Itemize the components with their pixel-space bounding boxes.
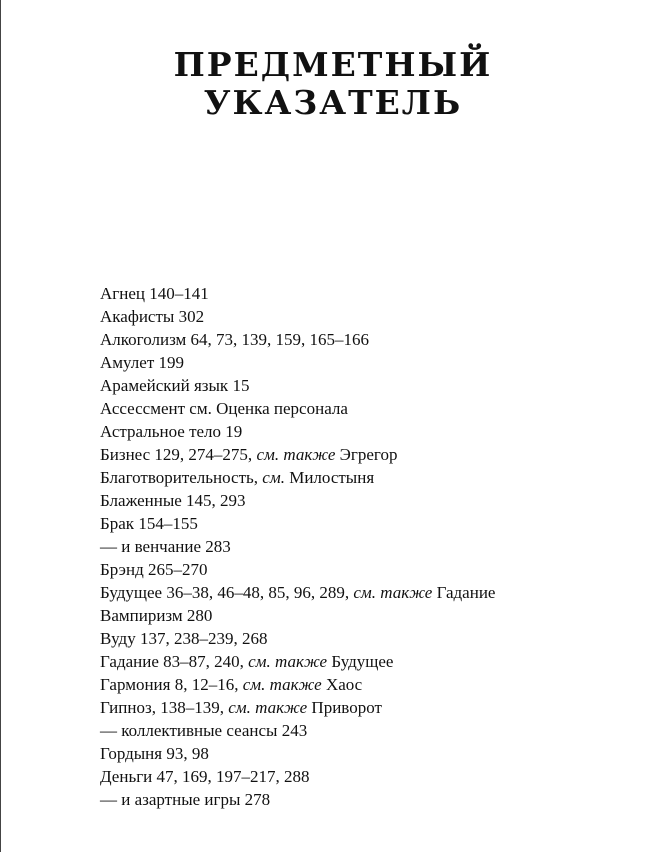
entry-text: Деньги 47, 169, 197–217, 288 — [100, 767, 310, 786]
page-title — [0, 46, 666, 122]
index-entry — [100, 489, 495, 512]
index-entry — [100, 604, 495, 627]
page-edge — [0, 0, 1, 852]
title-line-1: ПРЕДМЕТНЫЙ — [173, 45, 493, 85]
entry-text: Амулет 199 — [100, 353, 184, 372]
entry-text: Гордыня 93, 98 — [100, 744, 209, 763]
see-also-marker: см. также — [242, 675, 322, 694]
index-entry — [100, 466, 495, 489]
entry-text: Вуду 137, 238–239, 268 — [100, 629, 268, 648]
entry-text: Бизнес 129, 274–275, — [100, 445, 253, 464]
see-also-marker: см. также — [228, 698, 308, 717]
see-also-marker: см. также — [248, 652, 328, 671]
entry-text: Арамейский язык 15 — [100, 376, 250, 395]
entry-text: Алкоголизм 64, 73, 139, 159, 165–166 — [100, 330, 370, 349]
entry-text: Гармония 8, 12–16, — [100, 675, 239, 694]
cross-reference: Милостыня — [289, 468, 375, 487]
index-entry — [100, 328, 495, 351]
index-entry — [100, 558, 495, 581]
index-entry — [100, 627, 495, 650]
index-entry — [100, 443, 495, 466]
entry-text: Брэнд 265–270 — [100, 560, 208, 579]
entry-text: Брак 154–155 — [100, 514, 198, 533]
entry-text: Вампиризм 280 — [100, 606, 213, 625]
index-entry — [100, 650, 495, 673]
index-entry — [100, 420, 495, 443]
entry-text: — и азартные игры 278 — [100, 790, 271, 809]
entry-text: Астральное тело 19 — [100, 422, 243, 441]
index-entry — [100, 788, 495, 811]
entry-text: Агнец 140–141 — [100, 284, 209, 303]
index-entry — [100, 512, 495, 535]
see-also-marker: см. также — [256, 445, 336, 464]
entry-text: Будущее 36–38, 46–48, 85, 96, 289, — [100, 583, 350, 602]
entry-text: Гадание 83–87, 240, — [100, 652, 244, 671]
entry-text: Благотворительность, — [100, 468, 259, 487]
entry-text: Ассессмент см. Оценка персонала — [100, 399, 348, 418]
index-entry — [100, 535, 495, 558]
index-entry — [100, 305, 495, 328]
title-line-2: УКАЗАТЕЛЬ — [203, 83, 463, 123]
index-entry — [100, 397, 495, 420]
index-entry — [100, 351, 495, 374]
cross-reference: Эгрегор — [339, 445, 398, 464]
index-entry — [100, 282, 495, 305]
index-entry — [100, 374, 495, 397]
index-entries — [100, 282, 495, 811]
cross-reference: Хаос — [325, 675, 363, 694]
entry-text: — и венчание 283 — [100, 537, 231, 556]
cross-reference: Гадание — [436, 583, 496, 602]
entry-text: Блаженные 145, 293 — [100, 491, 246, 510]
cross-reference: Будущее — [331, 652, 394, 671]
index-entry — [100, 765, 495, 788]
index-entry — [100, 719, 495, 742]
index-entry — [100, 673, 495, 696]
index-entry — [100, 581, 495, 604]
index-entry — [100, 696, 495, 719]
see-also-marker: см. также — [353, 583, 433, 602]
see-also-marker: см. — [262, 468, 285, 487]
index-entry — [100, 742, 495, 765]
entry-text: — коллективные сеансы 243 — [100, 721, 308, 740]
entry-text: Акафисты 302 — [100, 307, 205, 326]
cross-reference: Приворот — [311, 698, 382, 717]
entry-text: Гипноз, 138–139, — [100, 698, 224, 717]
